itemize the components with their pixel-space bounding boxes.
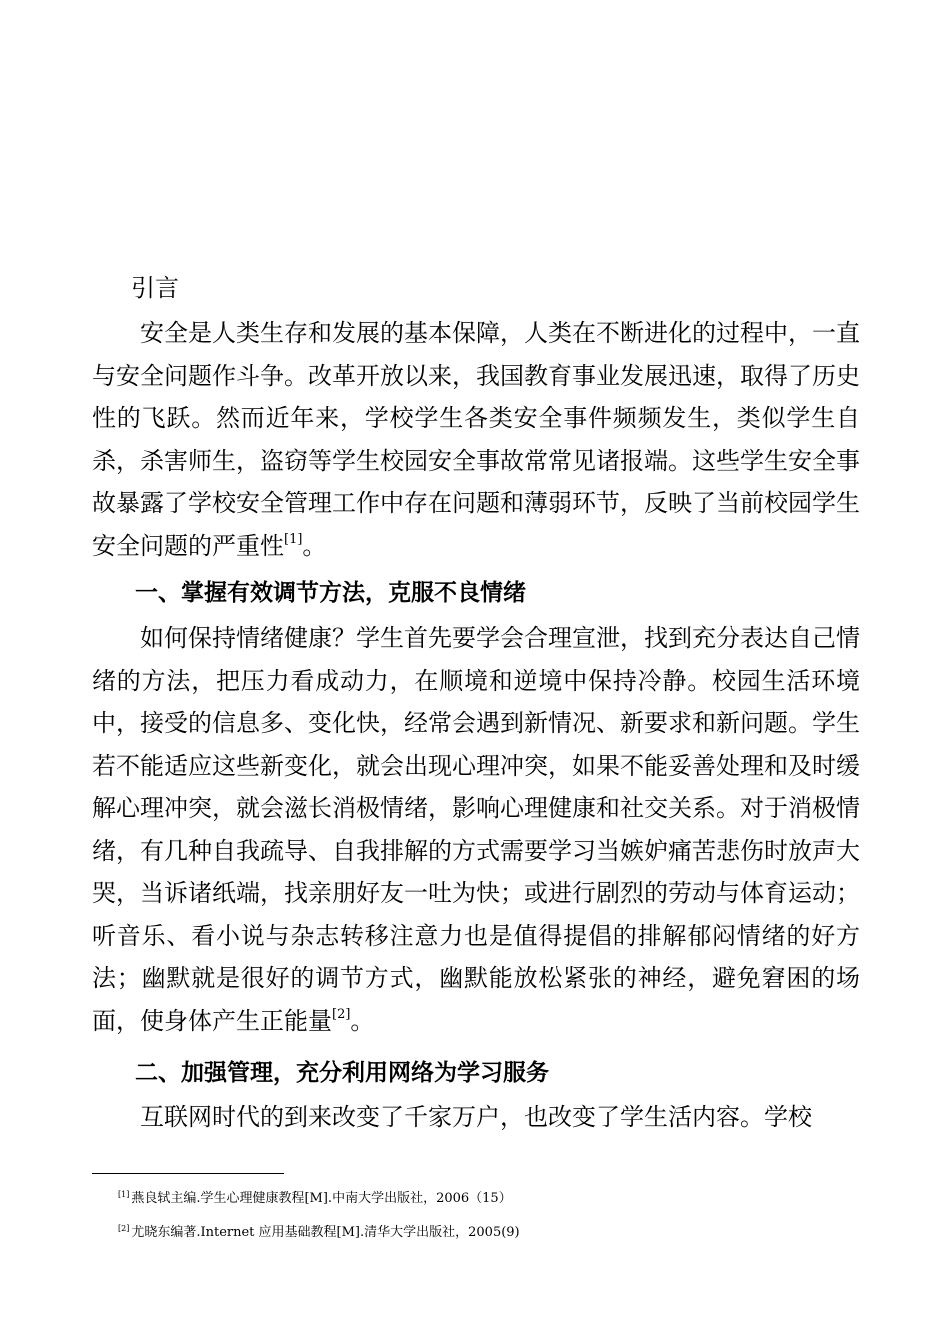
intro-paragraph — [92, 312, 860, 567]
section-2-heading: 二、加强管理，充分利用网络为学习服务 — [135, 1060, 549, 1086]
footnote-2 — [118, 1224, 520, 1242]
footnote-ref-1: [1] — [284, 531, 303, 547]
intro-paragraph-end: 。 — [302, 531, 327, 560]
footnote-ref-2: [2] — [332, 1006, 351, 1022]
section-1-paragraph — [92, 617, 860, 1042]
footnote-1-text: 燕良轼主编.学生心理健康教程[M].中南大学出版社，2006（15） — [131, 1191, 512, 1206]
intro-paragraph-text: 安全是人类生存和发展的基本保障，人类在不断进化的过程中，一直与安全问题作斗争。改革开放以来，我国教育事业发展迅速，取得了历史性的飞跃。然而近年来，学校学生各类安全事件频频发生，类似学生自杀，杀害师生，盗窃等学生校园安全事故常常见诸报端。这些学生安全事故暴露了学校安全管理工作中存在问题和薄弱环节，反映了当前校园学生安全问题的严重性 — [92, 319, 860, 560]
section-1-heading: 一、掌握有效调节方法，克服不良情绪 — [135, 580, 526, 606]
intro-heading: 引言 — [131, 274, 179, 302]
section-2-paragraph: 互联网时代的到来改变了千家万户，也改变了学生活内容。学校 — [140, 1103, 812, 1131]
footnote-2-text: 尤晓东编著.Internet 应用基础教程[M].清华大学出版社，2005(9) — [131, 1225, 520, 1240]
section-1-paragraph-end: 。 — [350, 1006, 375, 1035]
footnote-divider — [92, 1173, 284, 1174]
footnote-2-mark: [2] — [118, 1224, 130, 1233]
footnote-1-mark: [1] — [118, 1190, 130, 1199]
section-1-paragraph-text: 如何保持情绪健康？学生首先要学会合理宣泄，找到充分表达自己情绪的方法，把压力看成动力，在顺境和逆境中保持冷静。校园生活环境中，接受的信息多、变化快，经常会遇到新情况、新要求和新问题。学生若不能适应这些新变化，就会出现心理冲突，如果不能妥善处理和及时缓解心理冲突，就会滋长消极情绪，影响心理健康和社交关系。对于消极情绪，有几种自我疏导、自我排解的方式需要学习当嫉妒痛苦悲伤时放声大哭，当诉诸纸端，找亲朋好友一吐为快；或进行剧烈的劳动与体育运动；听音乐、看小说与杂志转移注意力也是值得提倡的排解郁闷情绪的好方法；幽默就是很好的调节方式，幽默能放松紧张的神经，避免窘困的场面，使身体产生正能量 — [92, 624, 860, 1035]
footnote-1 — [118, 1190, 512, 1208]
